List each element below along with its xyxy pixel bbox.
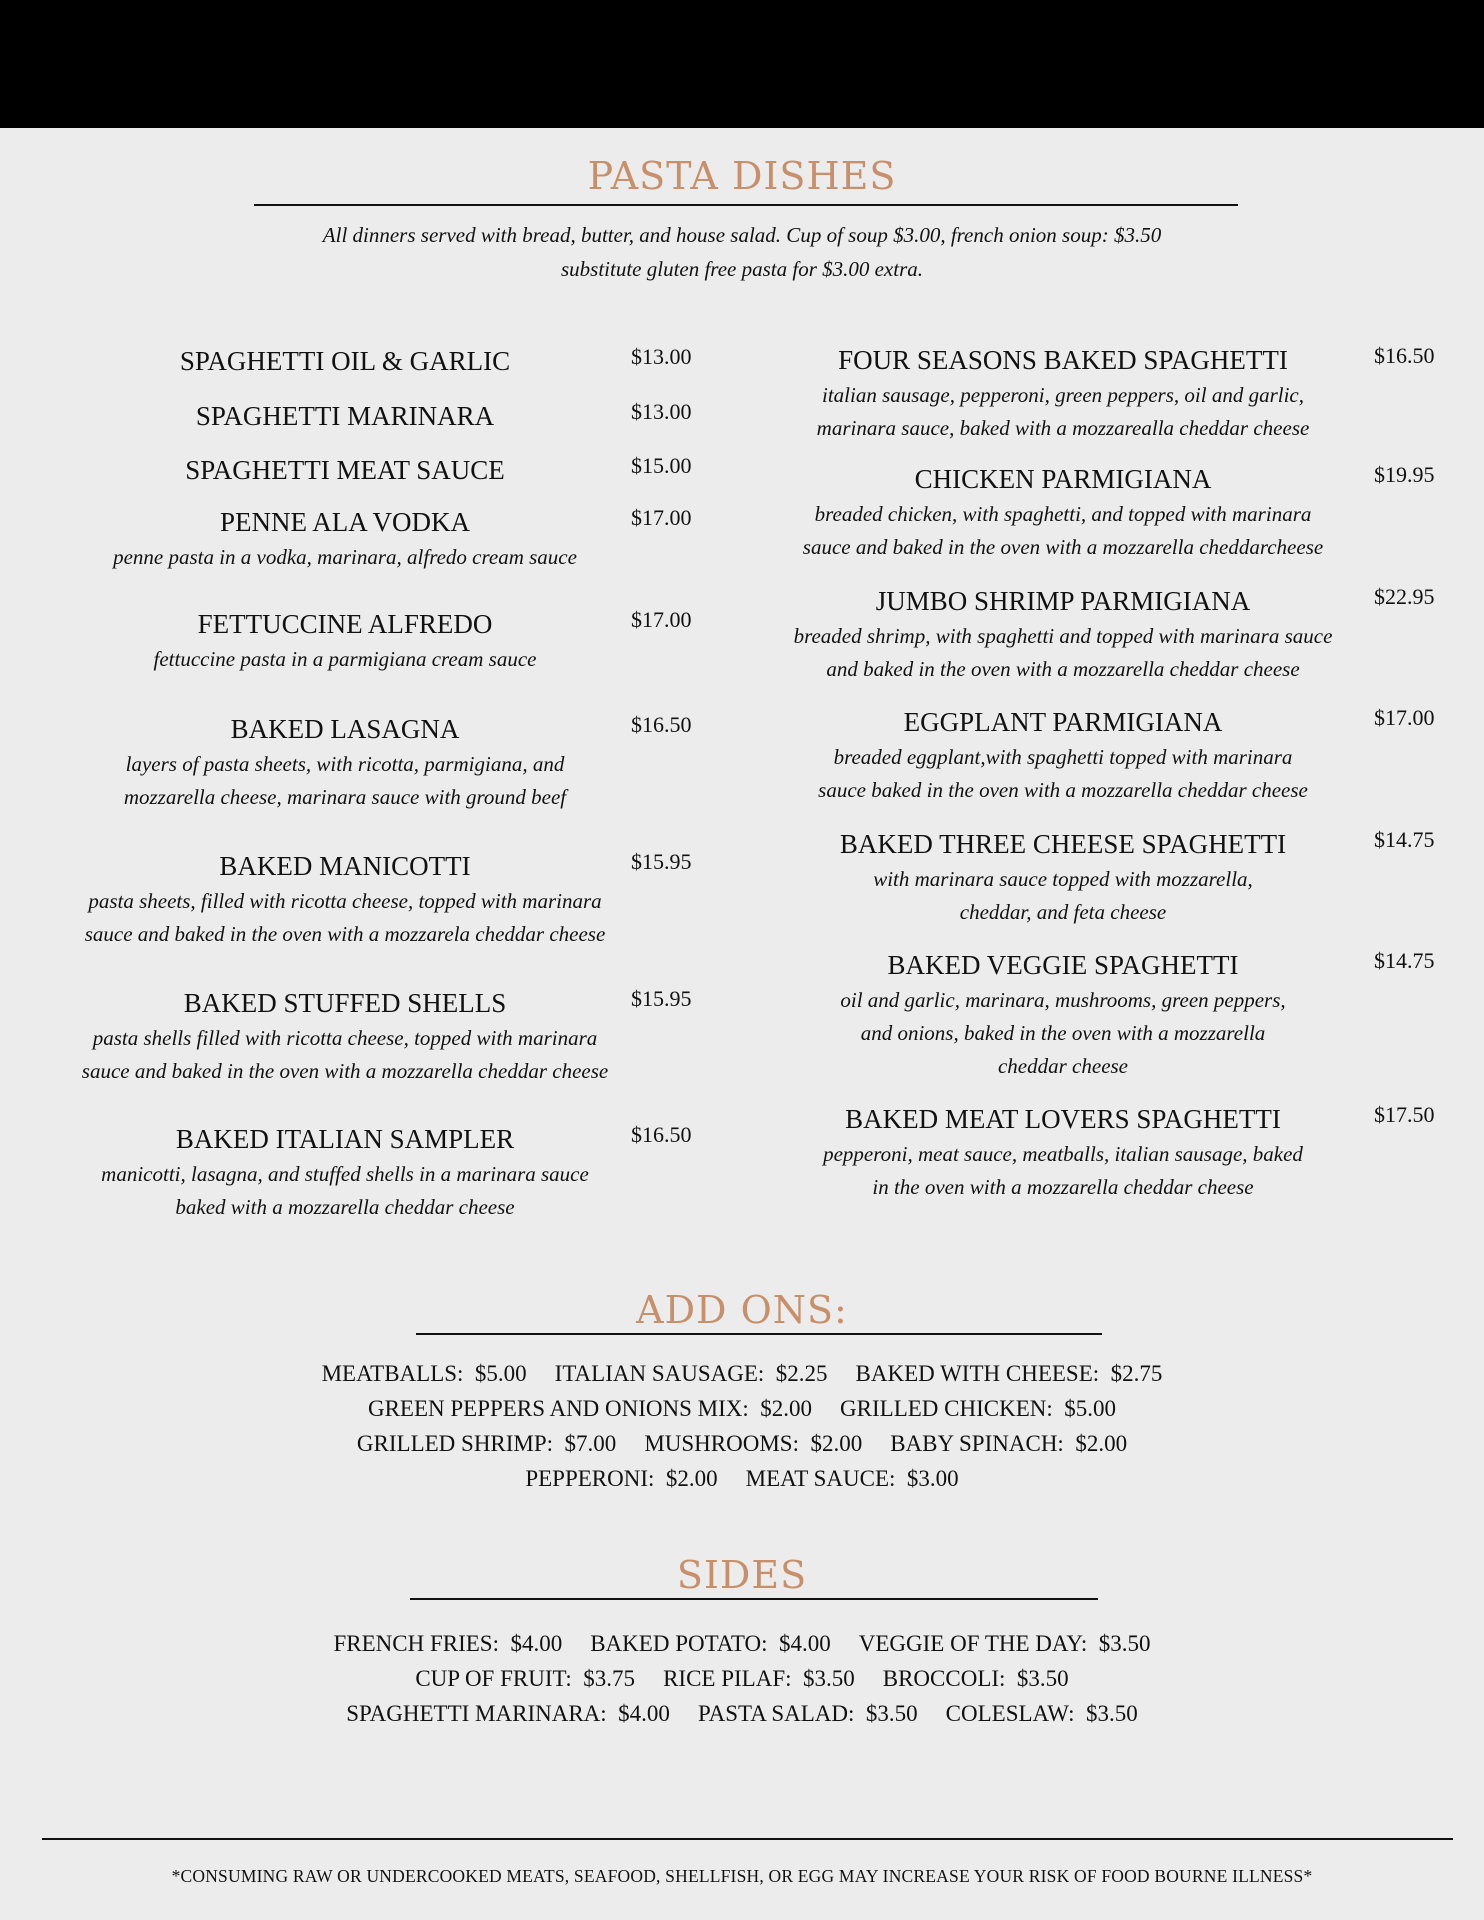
pasta-title-rule xyxy=(254,204,1238,206)
menu-item-description: oil and garlic, marinara, mushrooms, green peppers, xyxy=(840,988,1286,1012)
menu-item-description: baked with a mozzarella cheddar cheese xyxy=(175,1195,515,1219)
top-black-bar xyxy=(0,0,1484,128)
pasta-intro-line: substitute gluten free pasta for $3.00 extra. xyxy=(560,257,924,281)
menu-item-description: pasta sheets, filled with ricotta cheese, topped with marinara xyxy=(88,889,602,913)
price-list-entry: PASTA SALAD: $3.50 xyxy=(697,1701,918,1726)
menu-item-description: in the oven with a mozzarella cheddar cheese xyxy=(872,1175,1254,1199)
pasta-intro xyxy=(0,218,1484,286)
menu-item-description: manicotti, lasagna, and stuffed shells in a marinara sauce xyxy=(101,1162,589,1186)
menu-item-price: $17.00 xyxy=(1374,705,1435,730)
menu-item-description: mozzarella cheese, marinara sauce with ground beef xyxy=(123,785,567,809)
price-list-entry: BROCCOLI: $3.50 xyxy=(882,1666,1069,1691)
menu-item-description: and onions, baked in the oven with a mozzarella xyxy=(860,1021,1266,1045)
menu-item-name: BAKED THREE CHEESE SPAGHETTI xyxy=(839,829,1287,859)
price-list-entry: COLESLAW: $3.50 xyxy=(945,1701,1138,1726)
price-list-entry: FRENCH FRIES: $4.00 xyxy=(333,1631,563,1656)
menu-item-name: BAKED LASAGNA xyxy=(230,714,460,744)
menu-item-description: italian sausage, pepperoni, green peppers, oil and garlic, xyxy=(822,383,1304,407)
menu-item-description: penne pasta in a vodka, marinara, alfredo cream sauce xyxy=(113,545,577,569)
add-ons-title: ADD ONS: xyxy=(636,1288,848,1332)
price-list-entry: BAKED WITH CHEESE: $2.75 xyxy=(855,1361,1163,1386)
menu-item-description: sauce baked in the oven with a mozzarella cheddar cheese xyxy=(818,778,1308,802)
menu-item-name: BAKED MANICOTTI xyxy=(219,851,471,881)
menu-item-description: sauce and baked in the oven with a mozzarela cheddar cheese xyxy=(84,922,606,946)
menu-item-name: SPAGHETTI MEAT SAUCE xyxy=(185,455,505,485)
price-list-entry: MUSHROOMS: $2.00 xyxy=(644,1431,863,1456)
price-list-entry: ITALIAN SAUSAGE: $2.25 xyxy=(554,1361,828,1386)
menu-item-price: $19.95 xyxy=(1374,462,1435,487)
price-list-entry: BAKED POTATO: $4.00 xyxy=(590,1631,831,1656)
sides-title: SIDES xyxy=(676,1553,808,1597)
price-list-entry: RICE PILAF: $3.50 xyxy=(663,1666,855,1691)
menu-item-name: SPAGHETTI MARINARA xyxy=(195,401,495,431)
price-list-entry: MEAT SAUCE: $3.00 xyxy=(745,1466,959,1491)
menu-item-price: $16.50 xyxy=(1374,343,1435,368)
price-list-line xyxy=(0,1356,1484,1391)
menu-item-description: with marinara sauce topped with mozzarella, xyxy=(873,867,1253,891)
menu-item-price: $16.50 xyxy=(631,1122,692,1147)
menu-item-price: $13.00 xyxy=(631,399,692,424)
pasta-intro-line: All dinners served with bread, butter, and house salad. Cup of soup $3.00, french onion soup: $3.50 xyxy=(322,223,1162,247)
price-list-line xyxy=(0,1461,1484,1496)
price-list-entry: GREEN PEPPERS AND ONIONS MIX: $2.00 xyxy=(367,1396,813,1421)
price-list-entry: GRILLED SHRIMP: $7.00 xyxy=(356,1431,617,1456)
menu-item-price: $15.95 xyxy=(631,849,692,874)
menu-item-price: $14.75 xyxy=(1374,827,1435,852)
price-list-line xyxy=(0,1661,1484,1696)
pasta-dishes-title: PASTA DISHES xyxy=(587,154,897,198)
menu-item-price: $13.00 xyxy=(631,344,692,369)
menu-item-description: cheddar cheese xyxy=(997,1054,1129,1078)
footer-rule xyxy=(42,1838,1453,1840)
menu-item-price: $15.95 xyxy=(631,986,692,1011)
menu-item-name: BAKED MEAT LOVERS SPAGHETTI xyxy=(845,1104,1281,1134)
menu-item-description: breaded shrimp, with spaghetti and topped with marinara sauce xyxy=(793,624,1333,648)
menu-item-description: sauce and baked in the oven with a mozzarella cheddar cheese xyxy=(81,1059,609,1083)
price-list-line xyxy=(0,1391,1484,1426)
menu-item-price: $14.75 xyxy=(1374,948,1435,973)
menu-item-description: marinara sauce, baked with a mozzarealla cheddar cheese xyxy=(816,416,1310,440)
price-list-entry: PEPPERONI: $2.00 xyxy=(525,1466,718,1491)
food-safety-note: *CONSUMING RAW OR UNDERCOOKED MEATS, SEAFOOD, SHELLFISH, OR EGG MAY INCREASE YOUR RISK OF FOOD BOURNE ILLNESS* xyxy=(171,1866,1313,1886)
menu-item-price: $16.50 xyxy=(631,712,692,737)
menu-item-price: $17.50 xyxy=(1374,1102,1435,1127)
menu-item-name: SPAGHETTI OIL & GARLIC xyxy=(179,346,511,376)
menu-item-name: BAKED VEGGIE SPAGHETTI xyxy=(887,950,1239,980)
price-list-entry: CUP OF FRUIT: $3.75 xyxy=(415,1666,636,1691)
menu-item-name: BAKED ITALIAN SAMPLER xyxy=(175,1124,515,1154)
menu-item-description: fettuccine pasta in a parmigiana cream sauce xyxy=(153,647,537,671)
price-list-entry: MEATBALLS: $5.00 xyxy=(321,1361,527,1386)
menu-item-description: layers of pasta sheets, with ricotta, parmigiana, and xyxy=(125,752,565,776)
price-list-line xyxy=(0,1626,1484,1661)
menu-item-description: cheddar, and feta cheese xyxy=(959,900,1167,924)
menu-item-name: PENNE ALA VODKA xyxy=(219,507,470,537)
price-list-entry: GRILLED CHICKEN: $5.00 xyxy=(840,1396,1117,1421)
price-list-entry: BABY SPINACH: $2.00 xyxy=(890,1431,1128,1456)
menu-item-name: BAKED STUFFED SHELLS xyxy=(183,988,507,1018)
menu-item-name: FETTUCCINE ALFREDO xyxy=(197,609,493,639)
menu-item-name: CHICKEN PARMIGIANA xyxy=(914,464,1212,494)
menu-item-price: $22.95 xyxy=(1374,584,1435,609)
menu-item-name: JUMBO SHRIMP PARMIGIANA xyxy=(875,586,1251,616)
menu-item-description: breaded eggplant,with spaghetti topped with marinara xyxy=(833,745,1293,769)
price-list-entry: VEGGIE OF THE DAY: $3.50 xyxy=(858,1631,1151,1656)
menu-item-name: FOUR SEASONS BAKED SPAGHETTI xyxy=(838,345,1288,375)
menu-item-description: and baked in the oven with a mozzarella cheddar cheese xyxy=(826,657,1300,681)
menu-item-description: pepperoni, meat sauce, meatballs, italian sausage, baked xyxy=(823,1142,1303,1166)
menu-item-name: EGGPLANT PARMIGIANA xyxy=(903,707,1223,737)
price-list-entry: SPAGHETTI MARINARA: $4.00 xyxy=(346,1701,670,1726)
price-list-line xyxy=(0,1696,1484,1731)
add-ons-list xyxy=(0,1356,1484,1496)
sides-list xyxy=(0,1626,1484,1731)
menu-item-price: $17.00 xyxy=(631,607,692,632)
menu-item-description: breaded chicken, with spaghetti, and topped with marinara xyxy=(814,502,1312,526)
price-list-line xyxy=(0,1426,1484,1461)
menu-item-price: $15.00 xyxy=(631,453,692,478)
menu-item-description: pasta shells filled with ricotta cheese, topped with marinara xyxy=(92,1026,598,1050)
sides-title-rule xyxy=(410,1598,1098,1600)
menu-item-price: $17.00 xyxy=(631,505,692,530)
menu-item-description: sauce and baked in the oven with a mozzarella cheddarcheese xyxy=(802,535,1324,559)
add-ons-title-rule xyxy=(416,1333,1102,1335)
